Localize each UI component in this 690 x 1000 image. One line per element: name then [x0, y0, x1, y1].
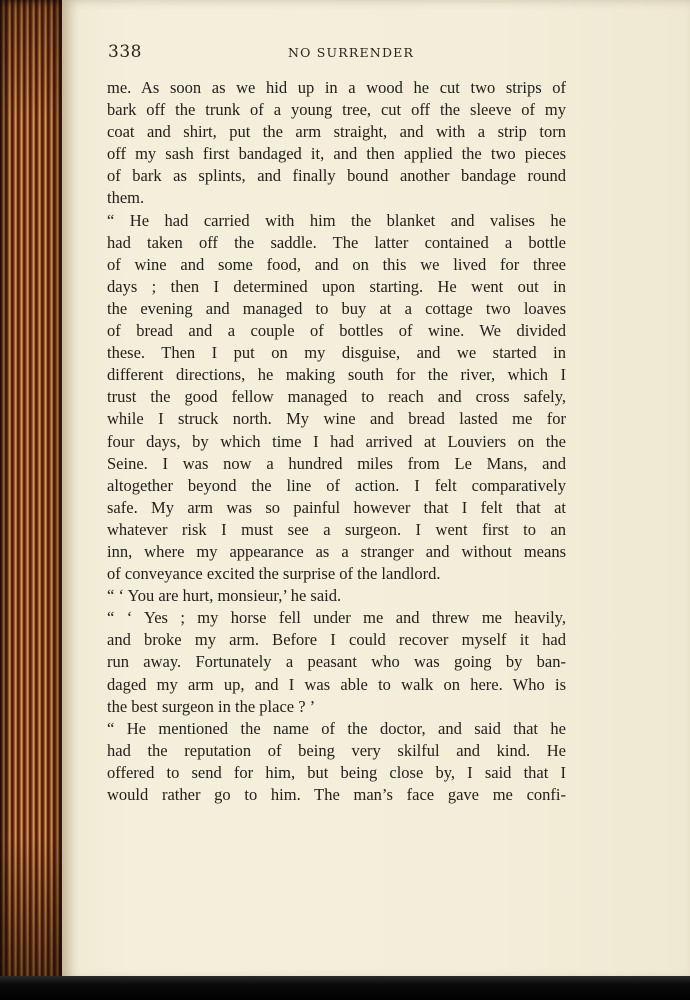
- text-line: offered to send for him, but being close by, I said that I: [107, 762, 566, 782]
- text-line: days ; then I determined upon starting. He went out in: [107, 276, 566, 296]
- text-line: had taken off the saddle. The latter contained a bottle: [107, 232, 566, 252]
- text-line: inn, where my appearance as a stranger and without means: [107, 541, 566, 561]
- text-line: of wine and some food, and on this we lived for three: [107, 254, 566, 274]
- text-line: the evening and managed to buy at a cottage two loaves: [107, 298, 566, 318]
- text-line: run away. Fortunately a peasant who was going by ban-: [107, 652, 566, 672]
- text-line: and broke my arm. Before I could recover myself it had: [107, 630, 566, 650]
- page-header: [108, 42, 518, 66]
- text-line: Seine. I was now a hundred miles from Le Mans, and: [107, 453, 566, 473]
- text-line: trust the good fellow managed to reach and cross safely,: [107, 387, 566, 407]
- text-line: while I struck north. My wine and bread lasted me for: [107, 409, 566, 429]
- text-line: them.: [107, 188, 145, 208]
- text-line: off my sash first bandaged it, and then applied the two pieces: [107, 144, 566, 164]
- text-line: of bark as splints, and finally bound another bandage round: [107, 166, 566, 186]
- text-line: these. Then I put on my disguise, and we started in: [107, 343, 566, 363]
- text-line: safe. My arm was so painful however that I felt that at: [107, 497, 566, 517]
- text-line: the best surgeon in the place ? ’: [107, 696, 316, 716]
- text-line: of bread and a couple of bottles of wine. We divided: [107, 321, 566, 341]
- body-text: [107, 77, 566, 806]
- book-fore-edge: [0, 0, 64, 985]
- text-line: “ He mentioned the name of the doctor, and said that he: [107, 718, 566, 738]
- text-line: of conveyance excited the surprise of the landlord.: [107, 564, 441, 584]
- text-line: bark off the trunk of a young tree, cut off the sleeve of my: [107, 100, 566, 120]
- text-line: different directions, he making south for the river, which I: [107, 365, 566, 385]
- text-line: had the reputation of being very skilful and kind. He: [107, 740, 566, 760]
- text-line: coat and shirt, put the arm straight, and with a strip torn: [107, 122, 566, 142]
- text-line: altogether beyond the line of action. I felt comparatively: [107, 475, 566, 495]
- page-number: 338: [108, 42, 142, 62]
- text-line: daged my arm up, and I was able to walk on here. Who is: [107, 674, 566, 694]
- text-line: four days, by which time I had arrived at Louviers on the: [107, 431, 566, 451]
- text-line: “ ‘ Yes ; my horse fell under me and threw me heavily,: [107, 608, 566, 628]
- scan-bottom-edge: [0, 976, 690, 1000]
- text-line: me. As soon as we hid up in a wood he cut two strips of: [107, 78, 566, 97]
- text-line: “ ‘ You are hurt, monsieur,’ he said.: [107, 586, 342, 606]
- text-line: “ He had carried with him the blanket and valises he: [107, 210, 566, 230]
- text-line: whatever risk I must see a surgeon. I went first to an: [107, 519, 566, 539]
- text-line: would rather go to him. The man’s face gave me confi-: [107, 785, 566, 804]
- running-head: NO SURRENDER: [288, 45, 415, 60]
